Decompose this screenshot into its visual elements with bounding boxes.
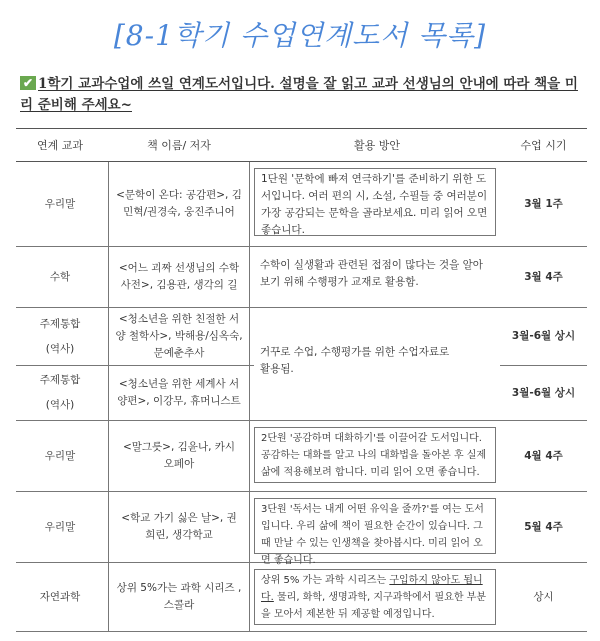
time-cell: 상시: [500, 563, 587, 632]
table-header-row: [16, 129, 587, 162]
activity-text: 를 준비하기 위한 도서입니다. 여러 편의 시, 소설, 수필들 중 여러분이 가장 공감되는 문학을 골라보세요. 미리 읽어 오면 좋습니다.: [261, 173, 488, 236]
header-activity: 활용 방안: [254, 129, 500, 162]
activity-text: 물리, 화학, 생명과학, 지구과학에서 필요한 부분을 모아서 제본한 뒤 제공할 예정입니다.: [261, 592, 486, 620]
table-row: [16, 308, 587, 366]
book-list-table: [16, 128, 587, 632]
page-title: [8-1학기 수업연계도서 목록]: [113, 19, 487, 52]
table-row: [16, 247, 587, 308]
activity-cell: [254, 162, 500, 247]
book-cell: <청소년을 위한 세계사 서양편>, 이강무, 휴머니스트: [104, 366, 254, 421]
book-cell: <말그릇>, 김윤나, 카시오페아: [104, 421, 254, 492]
time-cell: 3월-6월 상시: [500, 366, 587, 421]
activity-lead: 3단원 '독서는 내게 어떤 유익을 줄까?': [261, 504, 430, 515]
activity-text: 를 여는 도서입니다. 우리 삶에 책이 필요한 순간이 있습니다. 그 때 만날 수 있는 인생책을 찾아봅시다. 미리 읽어 오면 좋습니다.: [261, 504, 484, 566]
time-cell: 5월 4주: [500, 492, 587, 563]
activity-cell: 거꾸로 수업, 수행평가를 위한 수업자료로 활용됨.: [254, 308, 500, 421]
table-row: [16, 492, 587, 563]
table-row: [16, 421, 587, 492]
subject-sub-label: (역사): [45, 342, 75, 355]
book-cell: <문학이 온다: 공감편>, 김민혁/권경숙, 웅진주니어: [104, 162, 254, 247]
time-cell: 4월 4주: [500, 421, 587, 492]
notice-text: [20, 74, 585, 116]
time-cell: 3월 4주: [500, 247, 587, 308]
time-cell: 3월-6월 상시: [500, 308, 587, 366]
header-time: 수업 시기: [500, 129, 587, 162]
table-row: [16, 563, 587, 632]
activity-lead: 1단원 '문학에 빠져 연극하기': [261, 173, 396, 185]
subject-cell: 우리말: [16, 421, 104, 492]
subject-label: 주제통합: [39, 374, 81, 386]
activity-lead: 상위 5% 가는 과학 시리즈는: [261, 575, 390, 586]
subject-cell: 우리말: [16, 492, 104, 563]
activity-text: 를 이끌어갈 도서입니다. 공감하는 대화를 알고 나의 대화법을 돌아본 후 실제 삶에 적용해보려 합니다. 미리 읽어 오면 좋습니다.: [261, 433, 487, 478]
time-cell: 3월 1주: [500, 162, 587, 247]
header-book: 책 이름/ 저자: [104, 129, 254, 162]
activity-underlined: 구입하지 않아도 됩니다.: [261, 575, 483, 603]
table-row: [16, 162, 587, 247]
activity-cell: [254, 492, 500, 566]
subject-cell: [16, 366, 104, 421]
subject-cell: 수학: [16, 247, 104, 308]
checkmark-icon: ✔: [20, 76, 36, 90]
activity-cell: [254, 563, 500, 632]
notice-message: 1학기 교과수업에 쓰일 연계도서입니다. 설명을 잘 읽고 교과 선생님의 안내에 따라 책을 미리 준비해 주세요~: [20, 76, 578, 113]
book-cell: <학교 가기 싫은 날>, 권희린, 생각학교: [104, 492, 254, 563]
subject-cell: 우리말: [16, 162, 104, 247]
book-cell: <청소년을 위한 친절한 서양 철학사>, 박해용/심옥숙, 문예춘추사: [104, 308, 254, 366]
subject-label: 주제통합: [39, 317, 81, 330]
subject-cell: 자연과학: [16, 563, 104, 632]
activity-cell: 수학이 실생활과 관련된 접점이 많다는 것을 알아보기 위해 수행평가 교재로 활용함.: [254, 247, 500, 308]
activity-lead: 2단원 '공감하며 대화하기': [261, 433, 376, 444]
subject-sub-label: (역사): [45, 399, 75, 411]
activity-cell: [254, 421, 500, 492]
book-cell: 상위 5%가는 과학 시리즈 , 스콜라: [104, 563, 254, 632]
book-cell: <어느 괴짜 선생님의 수학 사전>, 김용관, 생각의 길: [104, 247, 254, 308]
header-subject: 연계 교과: [16, 129, 104, 162]
subject-cell: [16, 308, 104, 366]
